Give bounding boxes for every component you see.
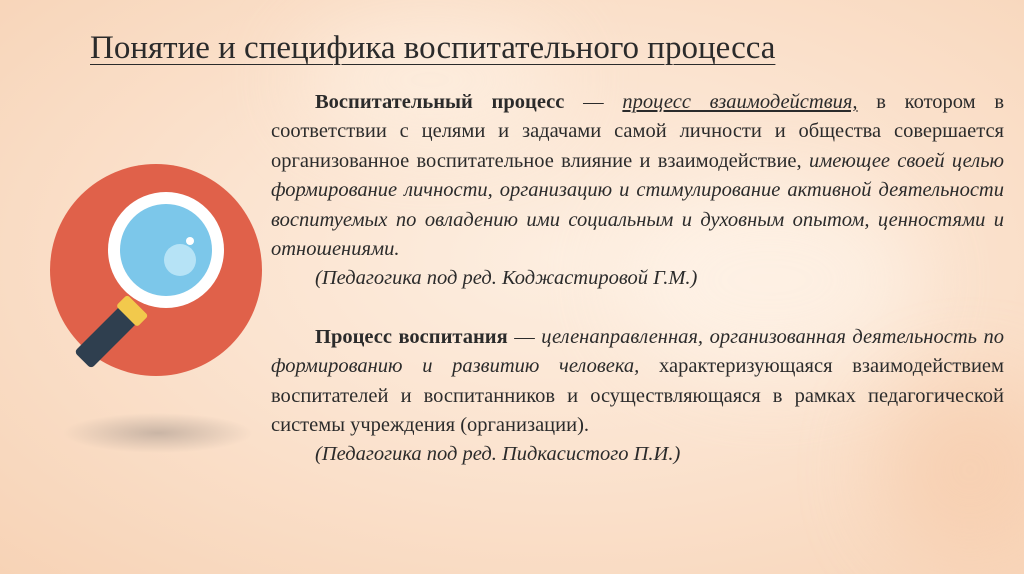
source-citation: (Педагогика под ред. Коджастировой Г.М.) (315, 267, 698, 290)
slide-title: Понятие и специфика воспитательного процесса (90, 30, 776, 66)
definition-paragraph-1: Воспитательный процесс — процесс взаимодействия, в котором в соответствии с целями и задачами самой личности и общества совершается организованное воспитательное влияние и взаимодействие, имеющее своей целью формирование личности, организацию и стимулирование активной деятельности воспитуемых по овладению ими социальным и духовным опытом, ценностями и отношениями. (271, 91, 1005, 261)
definition-paragraph-2: Процесс воспитания — целенаправленная, организованная деятельность по формированию и развитию человека, характеризующаяся взаимодействием воспитателей и воспитанников и осуществляющаяся в рамках педагогической системы учреждения (организации). (271, 325, 1004, 437)
definition-term: Процесс воспитания (315, 325, 508, 348)
lens-sparkle (186, 237, 194, 245)
slide-content (271, 88, 1004, 470)
definition-term: Воспитательный процесс (315, 91, 565, 113)
icon-shadow (63, 413, 253, 453)
definition-phrase: процесс взаимодействия, (622, 91, 858, 113)
lens-highlight (164, 244, 196, 276)
source-citation: (Педагогика под ред. Пидкасистого П.И.) (315, 443, 681, 466)
lens-glass (120, 204, 212, 296)
magnifier-icon (48, 155, 268, 455)
